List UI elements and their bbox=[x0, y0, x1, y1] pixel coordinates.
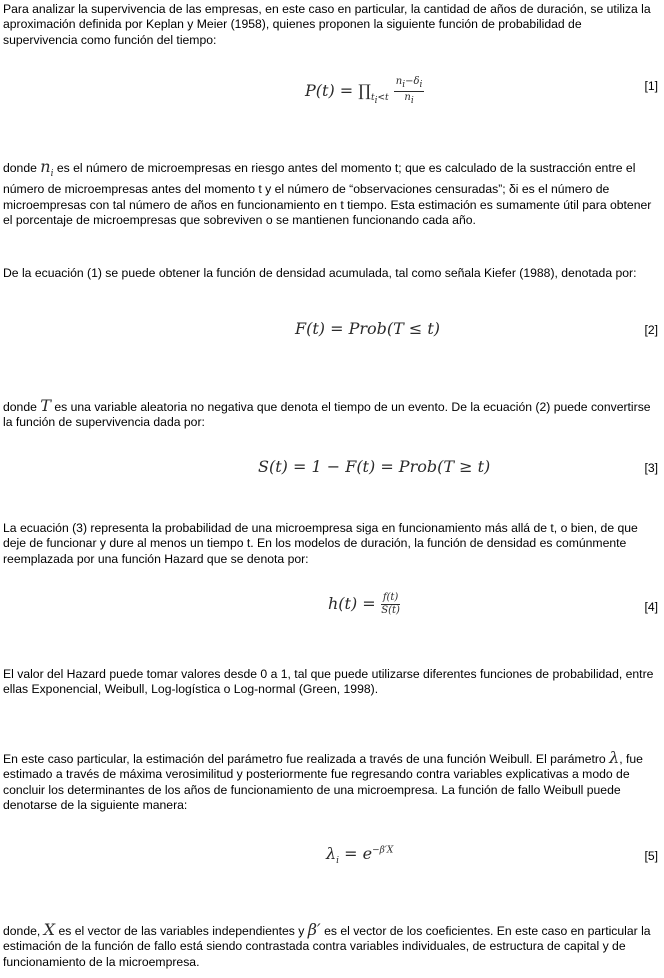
paragraph-hazard-intro: La ecuación (3) representa la probabilidad de una microempresa siga en funcionamiento más allá de t, o bien, de que deje de funcionar y dure al menos un tiempo t. En los modelos de duración, la función de densidad es comúnmente reemplazada por una función Hazard que se denota por: bbox=[3, 521, 638, 566]
equation-5-number: [5] bbox=[644, 849, 658, 863]
paragraph-intro: Para analizar la supervivencia de las empresas, en este caso en particular, la cantidad de años de duración, se utiliza la aproximación definida por Keplan y Meier (1958), quienes proponen la siguiente función de probabilidad de supervivencia como función del tiempo: bbox=[3, 2, 651, 47]
equation-1 bbox=[0, 68, 664, 108]
paragraph-hazard-values: El valor del Hazard puede tomar valores desde 0 a 1, tal que puede utilizarse diferentes funciones de probabilidad, entre ellas Exponencial, Weibull, Log-logística o Log-normal (Green, 1998). bbox=[3, 667, 654, 697]
paragraph-ni-definition: donde $n_i$ es el número de microempresas en riesgo antes del momento t; que es calculado de la sustracción entre el número de microempresas antes del momento t y el número de “observaciones censuradas”; δi es el número de microempresas con tal número de años en funcionamiento en t tiempo. Esta estimación es sumamente útil para obtener el porcentaje de microempresas que sobreviven o se mantienen funcionando cada año. bbox=[3, 157, 652, 228]
equation-5-formula: $\lambda_i = e^{-\beta'X}$ bbox=[326, 844, 394, 867]
symbol-X: X bbox=[43, 920, 56, 939]
equation-5 bbox=[0, 838, 664, 878]
equation-2 bbox=[0, 312, 664, 352]
equation-1-number: [1] bbox=[644, 79, 658, 93]
equation-4 bbox=[0, 587, 664, 627]
equation-3 bbox=[0, 450, 664, 490]
symbol-T: T bbox=[40, 396, 51, 415]
paragraph-vectors: donde, X es el vector de las variables independientes y β′ es el vector de los coeficientes. En este caso en particular la estimación de la función de fallo está siendo contrastada contra variables individuales, de estructura de capital y de funcionamiento de la microempresa. bbox=[3, 920, 651, 969]
equation-1-formula: $P(t) = \prod_{t_i<t}$ $\frac{n_i-\delta_i}{n_i}$ bbox=[305, 76, 423, 106]
paragraph-cumulative: De la ecuación (1) se puede obtener la función de densidad acumulada, tal como señala Kiefer (1988), denotada por: bbox=[3, 266, 637, 280]
symbol-lambda: λ bbox=[609, 748, 620, 767]
paragraph-T-definition: donde T es una variable aleatoria no negativa que denota el tiempo de un evento. De la ecuación (2) puede convertirse la función de supervivencia dada por: bbox=[3, 396, 651, 430]
equation-3-formula: S(t) = 1 − F(t) = Prob(T ≥ t) bbox=[258, 457, 491, 476]
equation-2-number: [2] bbox=[644, 323, 658, 337]
equation-4-number: [4] bbox=[644, 600, 658, 614]
symbol-n-i: $n_i$ bbox=[40, 157, 54, 180]
equation-4-formula: h(t) = $\frac{f(t)}{S(t)}$ bbox=[328, 592, 400, 616]
symbol-beta-prime: β′ bbox=[307, 920, 321, 939]
paragraph-weibull: En este caso particular, la estimación del parámetro fue realizada a través de una función Weibull. El parámetro λ, fue estimado a través de máxima verosimilitud y posteriormente fue regresando contra variables explicativas a modo de concluir los determinantes de los años de funcionamiento de una microempresa. La función de fallo Weibull puede denotarse de la siguiente manera: bbox=[3, 748, 643, 812]
equation-3-number: [3] bbox=[644, 461, 658, 475]
equation-2-formula: F(t) = Prob(T ≤ t) bbox=[295, 319, 441, 338]
